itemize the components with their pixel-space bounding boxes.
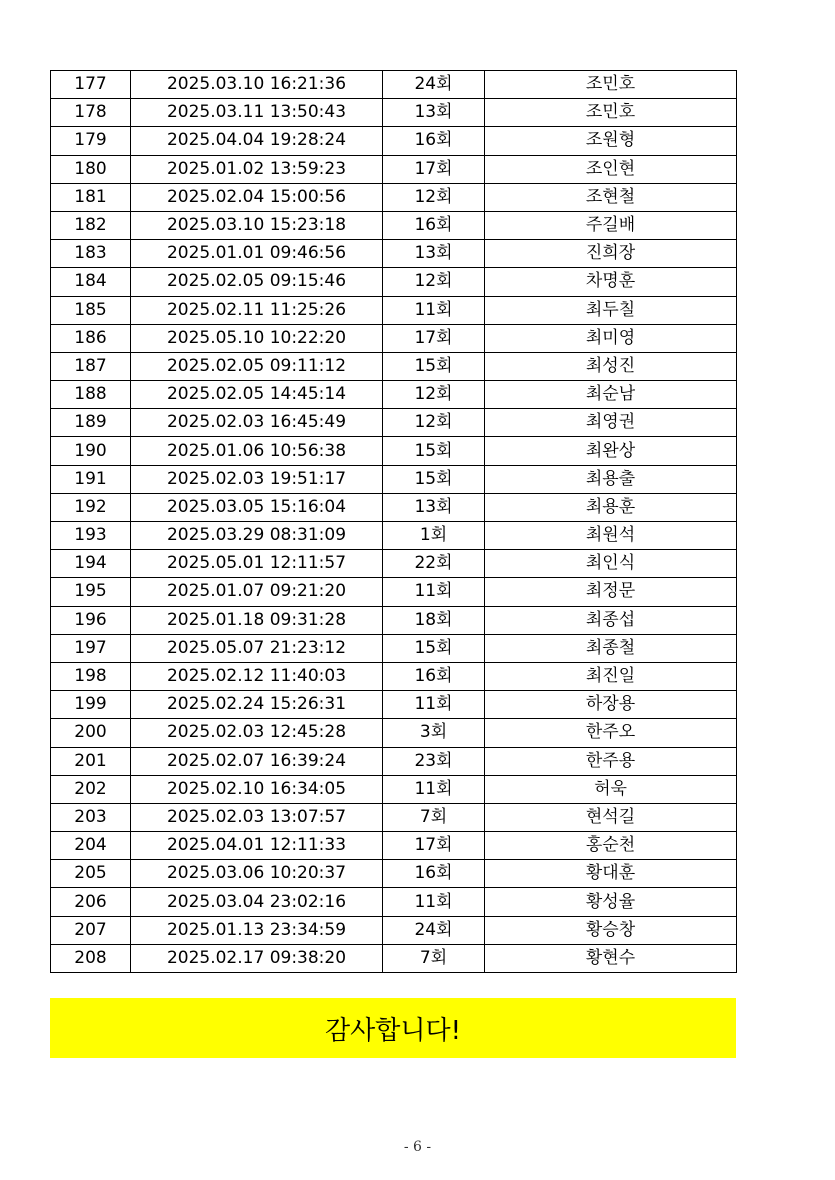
count-cell: 11회 <box>383 888 485 916</box>
name-cell: 최용훈 <box>485 493 737 521</box>
name-cell: 주길배 <box>485 211 737 239</box>
name-cell: 황현수 <box>485 944 737 972</box>
table-row <box>51 803 737 831</box>
count-cell: 1회 <box>383 522 485 550</box>
name-cell: 최영권 <box>485 409 737 437</box>
participant-table <box>50 70 737 973</box>
count-cell: 23회 <box>383 747 485 775</box>
name-cell: 최정문 <box>485 578 737 606</box>
row-number-cell: 185 <box>51 296 131 324</box>
table-row <box>51 409 737 437</box>
count-cell: 7회 <box>383 803 485 831</box>
name-cell: 최미영 <box>485 324 737 352</box>
datetime-cell: 2025.01.06 10:56:38 <box>131 437 383 465</box>
row-number-cell: 195 <box>51 578 131 606</box>
row-number-cell: 177 <box>51 71 131 99</box>
name-cell: 최원석 <box>485 522 737 550</box>
table-row <box>51 888 737 916</box>
table-row <box>51 832 737 860</box>
row-number-cell: 206 <box>51 888 131 916</box>
datetime-cell: 2025.02.04 15:00:56 <box>131 183 383 211</box>
count-cell: 15회 <box>383 634 485 662</box>
count-cell: 13회 <box>383 493 485 521</box>
count-cell: 17회 <box>383 155 485 183</box>
row-number-cell: 184 <box>51 268 131 296</box>
datetime-cell: 2025.03.29 08:31:09 <box>131 522 383 550</box>
name-cell: 최완상 <box>485 437 737 465</box>
count-cell: 15회 <box>383 437 485 465</box>
table-row <box>51 747 737 775</box>
name-cell: 황승창 <box>485 916 737 944</box>
count-cell: 13회 <box>383 99 485 127</box>
count-cell: 16회 <box>383 860 485 888</box>
name-cell: 조원형 <box>485 127 737 155</box>
count-cell: 16회 <box>383 211 485 239</box>
count-cell: 18회 <box>383 606 485 634</box>
name-cell: 한주용 <box>485 747 737 775</box>
row-number-cell: 194 <box>51 550 131 578</box>
row-number-cell: 181 <box>51 183 131 211</box>
count-cell: 24회 <box>383 916 485 944</box>
name-cell: 황성율 <box>485 888 737 916</box>
row-number-cell: 205 <box>51 860 131 888</box>
row-number-cell: 207 <box>51 916 131 944</box>
row-number-cell: 197 <box>51 634 131 662</box>
table-row <box>51 775 737 803</box>
row-number-cell: 188 <box>51 381 131 409</box>
thanks-banner <box>50 998 736 1058</box>
datetime-cell: 2025.02.10 16:34:05 <box>131 775 383 803</box>
name-cell: 황대훈 <box>485 860 737 888</box>
name-cell: 차명훈 <box>485 268 737 296</box>
table-row <box>51 662 737 690</box>
datetime-cell: 2025.02.05 09:11:12 <box>131 352 383 380</box>
name-cell: 최두칠 <box>485 296 737 324</box>
row-number-cell: 183 <box>51 240 131 268</box>
table-row <box>51 99 737 127</box>
datetime-cell: 2025.03.10 15:23:18 <box>131 211 383 239</box>
count-cell: 16회 <box>383 127 485 155</box>
table-row <box>51 719 737 747</box>
name-cell: 현석길 <box>485 803 737 831</box>
count-cell: 11회 <box>383 775 485 803</box>
count-cell: 11회 <box>383 296 485 324</box>
row-number-cell: 186 <box>51 324 131 352</box>
table-row <box>51 691 737 719</box>
datetime-cell: 2025.01.13 23:34:59 <box>131 916 383 944</box>
table-row <box>51 860 737 888</box>
count-cell: 24회 <box>383 71 485 99</box>
row-number-cell: 189 <box>51 409 131 437</box>
row-number-cell: 178 <box>51 99 131 127</box>
datetime-cell: 2025.02.07 16:39:24 <box>131 747 383 775</box>
datetime-cell: 2025.05.07 21:23:12 <box>131 634 383 662</box>
name-cell: 진희장 <box>485 240 737 268</box>
datetime-cell: 2025.02.11 11:25:26 <box>131 296 383 324</box>
count-cell: 7회 <box>383 944 485 972</box>
table-row <box>51 240 737 268</box>
name-cell: 하장용 <box>485 691 737 719</box>
name-cell: 허욱 <box>485 775 737 803</box>
datetime-cell: 2025.02.03 12:45:28 <box>131 719 383 747</box>
table-row <box>51 268 737 296</box>
name-cell: 조민호 <box>485 99 737 127</box>
table-row <box>51 578 737 606</box>
name-cell: 조현철 <box>485 183 737 211</box>
row-number-cell: 190 <box>51 437 131 465</box>
count-cell: 11회 <box>383 691 485 719</box>
count-cell: 3회 <box>383 719 485 747</box>
datetime-cell: 2025.01.01 09:46:56 <box>131 240 383 268</box>
row-number-cell: 208 <box>51 944 131 972</box>
table-row <box>51 127 737 155</box>
datetime-cell: 2025.01.07 09:21:20 <box>131 578 383 606</box>
name-cell: 최용출 <box>485 465 737 493</box>
count-cell: 12회 <box>383 183 485 211</box>
table-row <box>51 211 737 239</box>
count-cell: 15회 <box>383 352 485 380</box>
datetime-cell: 2025.02.12 11:40:03 <box>131 662 383 690</box>
datetime-cell: 2025.02.17 09:38:20 <box>131 944 383 972</box>
row-number-cell: 191 <box>51 465 131 493</box>
table-row <box>51 916 737 944</box>
name-cell: 최진일 <box>485 662 737 690</box>
datetime-cell: 2025.02.03 16:45:49 <box>131 409 383 437</box>
table-row <box>51 634 737 662</box>
name-cell: 한주오 <box>485 719 737 747</box>
count-cell: 13회 <box>383 240 485 268</box>
name-cell: 최종섭 <box>485 606 737 634</box>
name-cell: 홍순천 <box>485 832 737 860</box>
row-number-cell: 196 <box>51 606 131 634</box>
count-cell: 12회 <box>383 381 485 409</box>
datetime-cell: 2025.03.06 10:20:37 <box>131 860 383 888</box>
table-row <box>51 352 737 380</box>
participant-table-body <box>51 71 737 973</box>
row-number-cell: 179 <box>51 127 131 155</box>
count-cell: 11회 <box>383 578 485 606</box>
datetime-cell: 2025.03.05 15:16:04 <box>131 493 383 521</box>
row-number-cell: 202 <box>51 775 131 803</box>
datetime-cell: 2025.05.10 10:22:20 <box>131 324 383 352</box>
page-number: - 6 - <box>403 1139 432 1155</box>
name-cell: 조인현 <box>485 155 737 183</box>
table-row <box>51 944 737 972</box>
row-number-cell: 180 <box>51 155 131 183</box>
table-row <box>51 183 737 211</box>
table-row <box>51 71 737 99</box>
row-number-cell: 182 <box>51 211 131 239</box>
row-number-cell: 199 <box>51 691 131 719</box>
name-cell: 조민호 <box>485 71 737 99</box>
row-number-cell: 187 <box>51 352 131 380</box>
datetime-cell: 2025.03.10 16:21:36 <box>131 71 383 99</box>
table-row <box>51 155 737 183</box>
row-number-cell: 203 <box>51 803 131 831</box>
table-row <box>51 437 737 465</box>
name-cell: 최종철 <box>485 634 737 662</box>
table-row <box>51 493 737 521</box>
table-row <box>51 324 737 352</box>
name-cell: 최성진 <box>485 352 737 380</box>
datetime-cell: 2025.04.04 19:28:24 <box>131 127 383 155</box>
count-cell: 16회 <box>383 662 485 690</box>
datetime-cell: 2025.02.03 13:07:57 <box>131 803 383 831</box>
table-row <box>51 550 737 578</box>
datetime-cell: 2025.02.05 14:45:14 <box>131 381 383 409</box>
row-number-cell: 192 <box>51 493 131 521</box>
count-cell: 17회 <box>383 832 485 860</box>
table-row <box>51 465 737 493</box>
datetime-cell: 2025.02.24 15:26:31 <box>131 691 383 719</box>
count-cell: 17회 <box>383 324 485 352</box>
datetime-cell: 2025.02.05 09:15:46 <box>131 268 383 296</box>
row-number-cell: 200 <box>51 719 131 747</box>
table-row <box>51 522 737 550</box>
thanks-text: 감사합니다! <box>324 1015 461 1046</box>
table-row <box>51 381 737 409</box>
name-cell: 최순남 <box>485 381 737 409</box>
name-cell: 최인식 <box>485 550 737 578</box>
row-number-cell: 201 <box>51 747 131 775</box>
table-row <box>51 296 737 324</box>
row-number-cell: 204 <box>51 832 131 860</box>
datetime-cell: 2025.03.11 13:50:43 <box>131 99 383 127</box>
datetime-cell: 2025.05.01 12:11:57 <box>131 550 383 578</box>
table-row <box>51 606 737 634</box>
datetime-cell: 2025.01.18 09:31:28 <box>131 606 383 634</box>
datetime-cell: 2025.01.02 13:59:23 <box>131 155 383 183</box>
row-number-cell: 193 <box>51 522 131 550</box>
count-cell: 15회 <box>383 465 485 493</box>
datetime-cell: 2025.04.01 12:11:33 <box>131 832 383 860</box>
datetime-cell: 2025.03.04 23:02:16 <box>131 888 383 916</box>
count-cell: 12회 <box>383 268 485 296</box>
count-cell: 22회 <box>383 550 485 578</box>
datetime-cell: 2025.02.03 19:51:17 <box>131 465 383 493</box>
row-number-cell: 198 <box>51 662 131 690</box>
count-cell: 12회 <box>383 409 485 437</box>
